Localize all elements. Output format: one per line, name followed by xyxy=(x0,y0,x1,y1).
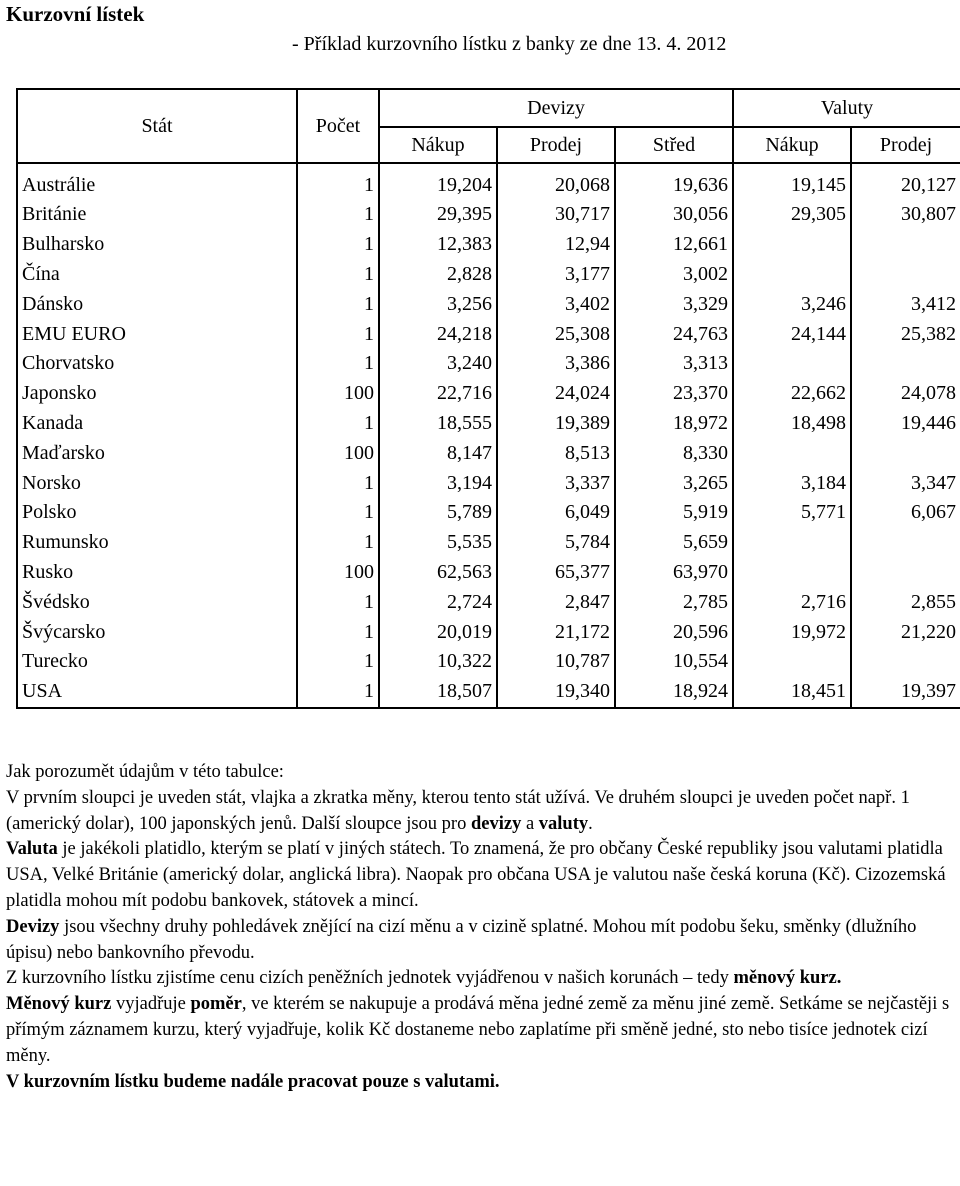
cell-dev-mid: 5,659 xyxy=(615,528,733,558)
header-val-sell: Prodej xyxy=(851,127,960,163)
notes-paragraph-3: Devizy jsou všechny druhy pohledávek znějící na cizí měnu a v cizině splatné. Mohou mít podobu šeku, směnky (dlužního úpisu) nebo bankovního převodu. xyxy=(6,916,917,963)
cell-dev-buy: 29,395 xyxy=(379,200,497,230)
cell-dev-mid: 24,763 xyxy=(615,319,733,349)
cell-dev-mid: 3,329 xyxy=(615,289,733,319)
cell-dev-mid: 19,636 xyxy=(615,163,733,200)
cell-dev-sell: 30,717 xyxy=(497,200,615,230)
header-devizy: Devizy xyxy=(379,89,733,127)
cell-dev-sell: 8,513 xyxy=(497,438,615,468)
cell-dev-buy: 62,563 xyxy=(379,558,497,588)
header-val-buy: Nákup xyxy=(733,127,851,163)
cell-dev-mid: 12,661 xyxy=(615,230,733,260)
table-row xyxy=(17,617,960,647)
cell-val-sell xyxy=(851,647,960,677)
cell-val-buy xyxy=(733,438,851,468)
page-subtitle: - Příklad kurzovního lístku z banky ze dne 13. 4. 2012 xyxy=(292,33,727,55)
cell-count: 1 xyxy=(297,468,379,498)
cell-dev-sell: 10,787 xyxy=(497,647,615,677)
header-valuty: Valuty xyxy=(733,89,960,127)
notes-paragraph-6: V kurzovním lístku budeme nadále pracovat pouze s valutami. xyxy=(6,1071,500,1092)
cell-country: Austrálie xyxy=(17,163,297,200)
cell-count: 100 xyxy=(297,558,379,588)
cell-dev-sell: 5,784 xyxy=(497,528,615,558)
cell-count: 1 xyxy=(297,163,379,200)
notes-paragraph-1: V prvním sloupci je uveden stát, vlajka a zkratka měny, kterou tento stát užívá. Ve druhém sloupci je uveden počet např. 1 (americký dolar), 100 japonských jenů. Další sloupce jsou pro devizy a valuty. xyxy=(6,787,910,834)
cell-dev-sell: 65,377 xyxy=(497,558,615,588)
cell-dev-sell: 3,402 xyxy=(497,289,615,319)
cell-val-sell xyxy=(851,230,960,260)
cell-val-buy xyxy=(733,558,851,588)
cell-val-buy: 18,451 xyxy=(733,677,851,708)
cell-country: Švýcarsko xyxy=(17,617,297,647)
table-row xyxy=(17,438,960,468)
cell-dev-sell: 3,177 xyxy=(497,260,615,290)
cell-val-buy xyxy=(733,647,851,677)
cell-dev-mid: 18,924 xyxy=(615,677,733,708)
cell-country: Británie xyxy=(17,200,297,230)
cell-val-buy: 19,145 xyxy=(733,163,851,200)
cell-dev-mid: 63,970 xyxy=(615,558,733,588)
cell-val-sell: 3,347 xyxy=(851,468,960,498)
cell-count: 1 xyxy=(297,319,379,349)
table-row xyxy=(17,349,960,379)
cell-count: 100 xyxy=(297,379,379,409)
cell-dev-mid: 23,370 xyxy=(615,379,733,409)
cell-val-buy: 3,184 xyxy=(733,468,851,498)
cell-dev-sell: 19,389 xyxy=(497,409,615,439)
cell-val-sell xyxy=(851,349,960,379)
cell-dev-mid: 30,056 xyxy=(615,200,733,230)
cell-country: Chorvatsko xyxy=(17,349,297,379)
cell-val-buy xyxy=(733,349,851,379)
cell-val-sell xyxy=(851,438,960,468)
cell-dev-mid: 2,785 xyxy=(615,587,733,617)
cell-val-sell: 19,446 xyxy=(851,409,960,439)
cell-country: Kanada xyxy=(17,409,297,439)
cell-val-buy: 3,246 xyxy=(733,289,851,319)
table-row xyxy=(17,260,960,290)
cell-val-buy: 19,972 xyxy=(733,617,851,647)
cell-count: 1 xyxy=(297,230,379,260)
table-row xyxy=(17,200,960,230)
cell-count: 1 xyxy=(297,200,379,230)
cell-val-sell: 25,382 xyxy=(851,319,960,349)
cell-country: Rumunsko xyxy=(17,528,297,558)
header-state: Stát xyxy=(17,89,297,163)
cell-dev-sell: 19,340 xyxy=(497,677,615,708)
cell-val-sell: 20,127 xyxy=(851,163,960,200)
table-row xyxy=(17,379,960,409)
cell-val-buy: 18,498 xyxy=(733,409,851,439)
cell-country: Čína xyxy=(17,260,297,290)
cell-val-sell: 30,807 xyxy=(851,200,960,230)
table-row xyxy=(17,558,960,588)
table-row xyxy=(17,677,960,708)
table-row xyxy=(17,163,960,200)
header-count: Počet xyxy=(297,89,379,163)
cell-dev-buy: 19,204 xyxy=(379,163,497,200)
cell-dev-buy: 8,147 xyxy=(379,438,497,468)
cell-val-buy xyxy=(733,230,851,260)
table-row xyxy=(17,289,960,319)
cell-val-buy xyxy=(733,528,851,558)
cell-dev-buy: 18,507 xyxy=(379,677,497,708)
cell-count: 1 xyxy=(297,647,379,677)
cell-count: 1 xyxy=(297,617,379,647)
table-row xyxy=(17,647,960,677)
cell-dev-sell: 21,172 xyxy=(497,617,615,647)
cell-country: EMU EURO xyxy=(17,319,297,349)
cell-dev-buy: 5,789 xyxy=(379,498,497,528)
cell-dev-buy: 18,555 xyxy=(379,409,497,439)
cell-dev-mid: 3,265 xyxy=(615,468,733,498)
cell-dev-sell: 3,337 xyxy=(497,468,615,498)
cell-dev-buy: 2,828 xyxy=(379,260,497,290)
cell-count: 1 xyxy=(297,289,379,319)
cell-dev-sell: 24,024 xyxy=(497,379,615,409)
cell-val-buy xyxy=(733,260,851,290)
cell-val-sell: 24,078 xyxy=(851,379,960,409)
cell-dev-mid: 8,330 xyxy=(615,438,733,468)
cell-dev-buy: 10,322 xyxy=(379,647,497,677)
cell-val-sell xyxy=(851,528,960,558)
cell-count: 1 xyxy=(297,677,379,708)
cell-dev-sell: 25,308 xyxy=(497,319,615,349)
cell-country: Rusko xyxy=(17,558,297,588)
table-row xyxy=(17,319,960,349)
table-row xyxy=(17,468,960,498)
header-dev-mid: Střed xyxy=(615,127,733,163)
cell-dev-mid: 3,313 xyxy=(615,349,733,379)
exchange-rate-table xyxy=(16,88,960,709)
cell-dev-buy: 2,724 xyxy=(379,587,497,617)
cell-country: Japonsko xyxy=(17,379,297,409)
notes-paragraph-4: Z kurzovního lístku zjistíme cenu cizích peněžních jednotek vyjádřenou v našich korunách – tedy měnový kurz. xyxy=(6,968,842,989)
cell-dev-buy: 12,383 xyxy=(379,230,497,260)
cell-country: Polsko xyxy=(17,498,297,528)
explanation-text xyxy=(6,760,956,1095)
cell-count: 1 xyxy=(297,260,379,290)
cell-val-sell: 21,220 xyxy=(851,617,960,647)
cell-val-buy: 29,305 xyxy=(733,200,851,230)
cell-val-sell xyxy=(851,260,960,290)
cell-count: 1 xyxy=(297,587,379,617)
cell-country: Dánsko xyxy=(17,289,297,319)
header-dev-buy: Nákup xyxy=(379,127,497,163)
cell-val-buy: 24,144 xyxy=(733,319,851,349)
cell-count: 1 xyxy=(297,528,379,558)
cell-dev-buy: 22,716 xyxy=(379,379,497,409)
cell-count: 1 xyxy=(297,409,379,439)
cell-dev-sell: 20,068 xyxy=(497,163,615,200)
cell-dev-sell: 12,94 xyxy=(497,230,615,260)
cell-val-sell: 6,067 xyxy=(851,498,960,528)
notes-paragraph-2: Valuta je jakékoli platidlo, kterým se platí v jiných státech. To znamená, že pro občany České republiky jsou valutami platidla USA, Velké Británie (americký dolar, anglická libra). Naopak pro občana USA je valutou naše česká koruna (Kč). Cizozemská platidla mohou mít podobu bankovek, státovek a mincí. xyxy=(6,839,946,911)
table-row xyxy=(17,230,960,260)
cell-dev-buy: 24,218 xyxy=(379,319,497,349)
cell-val-sell: 2,855 xyxy=(851,587,960,617)
cell-dev-buy: 3,240 xyxy=(379,349,497,379)
cell-country: Švédsko xyxy=(17,587,297,617)
page-title: Kurzovní lístek xyxy=(6,2,145,26)
cell-dev-sell: 2,847 xyxy=(497,587,615,617)
notes-heading: Jak porozumět údajům v této tabulce: xyxy=(6,762,284,782)
cell-count: 1 xyxy=(297,349,379,379)
cell-country: Bulharsko xyxy=(17,230,297,260)
cell-val-sell xyxy=(851,558,960,588)
cell-count: 1 xyxy=(297,498,379,528)
table-row xyxy=(17,498,960,528)
cell-val-buy: 22,662 xyxy=(733,379,851,409)
header-dev-sell: Prodej xyxy=(497,127,615,163)
cell-dev-sell: 3,386 xyxy=(497,349,615,379)
cell-dev-mid: 10,554 xyxy=(615,647,733,677)
notes-paragraph-5: Měnový kurz vyjadřuje poměr, ve kterém se nakupuje a prodává měna jedné země za měnu jiné země. Setkáme se nejčastěji s přímým záznamem kurzu, který vyjadřuje, kolik Kč dostaneme nebo zaplatíme při směně jedné, sto nebo tisíce jednotek cizí měny. xyxy=(6,994,950,1066)
cell-dev-buy: 20,019 xyxy=(379,617,497,647)
table-row xyxy=(17,409,960,439)
cell-dev-mid: 18,972 xyxy=(615,409,733,439)
table-row xyxy=(17,587,960,617)
cell-dev-buy: 3,194 xyxy=(379,468,497,498)
cell-dev-sell: 6,049 xyxy=(497,498,615,528)
cell-country: Norsko xyxy=(17,468,297,498)
table-body xyxy=(17,163,960,708)
table-row xyxy=(17,528,960,558)
cell-dev-mid: 5,919 xyxy=(615,498,733,528)
cell-dev-mid: 20,596 xyxy=(615,617,733,647)
cell-dev-buy: 5,535 xyxy=(379,528,497,558)
cell-val-sell: 19,397 xyxy=(851,677,960,708)
cell-dev-mid: 3,002 xyxy=(615,260,733,290)
cell-dev-buy: 3,256 xyxy=(379,289,497,319)
cell-count: 100 xyxy=(297,438,379,468)
cell-country: USA xyxy=(17,677,297,708)
cell-country: Maďarsko xyxy=(17,438,297,468)
cell-val-sell: 3,412 xyxy=(851,289,960,319)
cell-country: Turecko xyxy=(17,647,297,677)
cell-val-buy: 2,716 xyxy=(733,587,851,617)
cell-val-buy: 5,771 xyxy=(733,498,851,528)
